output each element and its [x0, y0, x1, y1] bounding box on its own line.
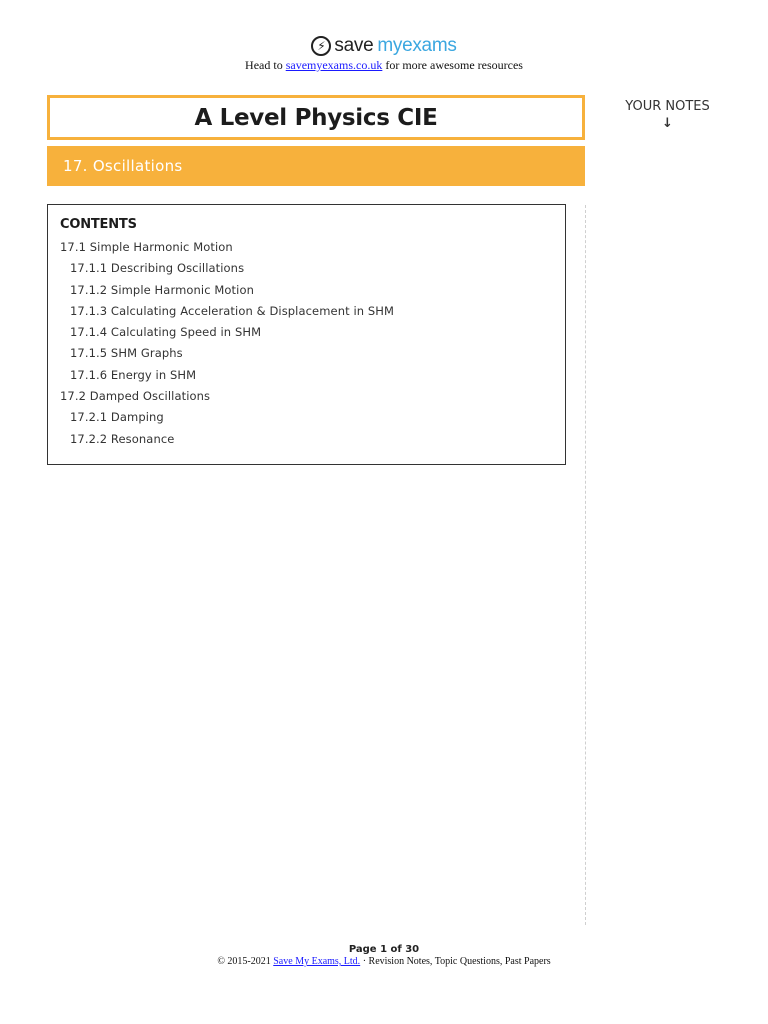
contents-heading: CONTENTS	[60, 217, 137, 232]
contents-item[interactable]: 17.1.3 Calculating Acceleration & Displacement in SHM	[70, 303, 395, 318]
contents-item[interactable]: 17.1.4 Calculating Speed in SHM	[70, 325, 262, 340]
page-number: Page 1 of 30	[348, 944, 420, 955]
contents-item[interactable]: 17.2 Damped Oscillations	[60, 389, 211, 404]
contents-item[interactable]: 17.1.5 SHM Graphs	[70, 346, 183, 361]
header-tagline	[0, 58, 768, 73]
contents-list	[60, 237, 553, 450]
your-notes-label	[610, 98, 725, 132]
section-banner	[47, 146, 585, 186]
savemyexams-link[interactable]: savemyexams.co.uk	[285, 58, 383, 72]
page-footer	[0, 944, 768, 967]
your-notes-text: YOUR NOTES	[625, 99, 710, 114]
lightning-bolt-icon: ⚡	[311, 36, 331, 56]
notes-column-divider	[585, 205, 586, 925]
logo-wordmark: save myexams	[334, 35, 457, 56]
contents-item[interactable]: 17.1.1 Describing Oscillations	[70, 261, 245, 276]
copyright-prefix: © 2015-2021	[217, 956, 271, 967]
contents-item[interactable]: 17.1 Simple Harmonic Motion	[60, 240, 233, 254]
contents-item[interactable]: 17.2.2 Resonance	[70, 431, 175, 446]
contents-item[interactable]: 17.2.1 Damping	[70, 410, 164, 425]
contents-item[interactable]: 17.1.6 Energy in SHM	[70, 367, 197, 382]
contents-item[interactable]: 17.1.2 Simple Harmonic Motion	[70, 282, 254, 297]
tagline-suffix: for more awesome resources	[385, 58, 523, 72]
copyright-line	[0, 956, 768, 967]
tagline-prefix: Head to	[245, 58, 283, 72]
document-title-box	[47, 95, 585, 140]
save-my-exams-link[interactable]: Save My Exams, Ltd.	[273, 956, 361, 967]
contents-box	[47, 204, 566, 465]
arrow-down-icon: ↓	[662, 116, 673, 131]
save-my-exams-logo[interactable]	[0, 34, 768, 58]
section-title: 17. Oscillations	[63, 157, 183, 175]
page-header	[0, 34, 768, 73]
document-title: A Level Physics CIE	[194, 104, 438, 131]
copyright-suffix: · Revision Notes, Topic Questions, Past Papers	[362, 956, 551, 967]
